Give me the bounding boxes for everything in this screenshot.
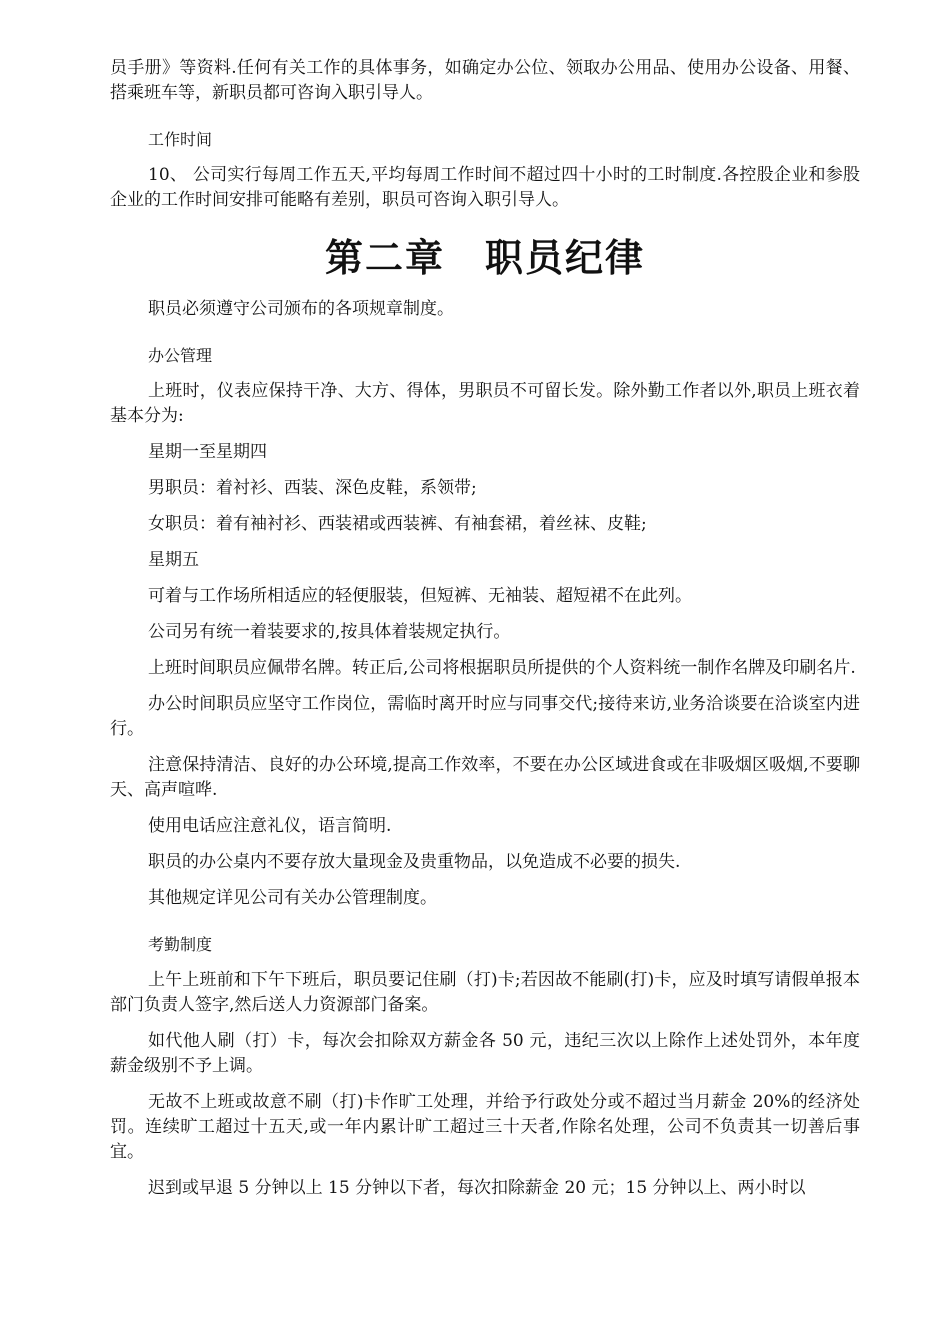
paragraph: 可着与工作场所相适应的轻便服装，但短裤、无袖装、超短裙不在此列。 — [148, 586, 692, 606]
chapter-title: 第二章 职员纪律 — [324, 236, 645, 280]
paragraph: 星期一至星期四 — [148, 442, 267, 462]
paragraph: 使用电话应注意礼仪，语言简明. — [148, 816, 392, 836]
paragraph: 注意保持清洁、良好的办公环境,提高工作效率，不要在办公区域进食或在非吸烟区吸烟,不要聊天、高声喧哗. — [110, 755, 860, 800]
section-heading-office-management: 办公管理 — [148, 346, 213, 365]
paragraph: 其他规定详见公司有关办公管理制度。 — [148, 888, 437, 908]
paragraph: 职员必须遵守公司颁布的各项规章制度。 — [148, 299, 454, 319]
paragraph: 上班时间职员应佩带名牌。转正后,公司将根据职员所提供的个人资料统一制作名牌及印刷名片. — [148, 658, 856, 678]
paragraph: 上班时，仪表应保持干净、大方、得体，男职员不可留长发。除外勤工作者以外,职员上班衣着基本分为: — [110, 381, 860, 426]
paragraph: 如代他人刷（打）卡，每次会扣除双方薪金各 50 元，违纪三次以上除作上述处罚外，本年度薪金级别不予上调。 — [110, 1031, 860, 1076]
paragraph: 办公时间职员应坚守工作岗位，需临时离开时应与同事交代;接待来访,业务洽谈要在洽谈室内进行。 — [110, 694, 860, 739]
section-heading-attendance: 考勤制度 — [148, 935, 213, 954]
paragraph: 迟到或早退 5 分钟以上 15 分钟以下者，每次扣除薪金 20 元；15 分钟以上、两小时以 — [148, 1178, 806, 1198]
paragraph: 上午上班前和下午下班后，职员要记住刷（打)卡;若因故不能刷(打)卡，应及时填写请假单报本部门负责人签字,然后送人力资源部门备案。 — [110, 970, 860, 1015]
paragraph: 公司另有统一着装要求的,按具体着装规定执行。 — [148, 622, 511, 642]
paragraph: 职员的办公桌内不要存放大量现金及贵重物品，以免造成不必要的损失. — [148, 852, 681, 872]
paragraph: 男职员：着衬衫、西装、深色皮鞋，系领带; — [148, 478, 477, 498]
paragraph: 10、 公司实行每周工作五天,平均每周工作时间不超过四十小时的工时制度.各控股企业和参股企业的工作时间安排可能略有差别，职员可咨询入职引导人。 — [110, 165, 860, 210]
paragraph: 员手册》等资料.任何有关工作的具体事务，如确定办公位、领取办公用品、使用办公设备、用餐、搭乘班车等，新职员都可咨询入职引导人。 — [110, 58, 860, 103]
paragraph: 女职员：着有袖衬衫、西装裙或西装裤、有袖套裙，着丝袜、皮鞋; — [148, 514, 647, 534]
paragraph: 无故不上班或故意不刷（打)卡作旷工处理，并给予行政处分或不超过当月薪金 20%的经济处罚。连续旷工超过十五天,或一年内累计旷工超过三十天者,作除名处理，公司不负责其一切善后事宜。 — [110, 1092, 860, 1162]
paragraph: 星期五 — [148, 550, 199, 570]
document-body — [110, 56, 860, 1201]
section-heading-work-time: 工作时间 — [148, 130, 213, 149]
